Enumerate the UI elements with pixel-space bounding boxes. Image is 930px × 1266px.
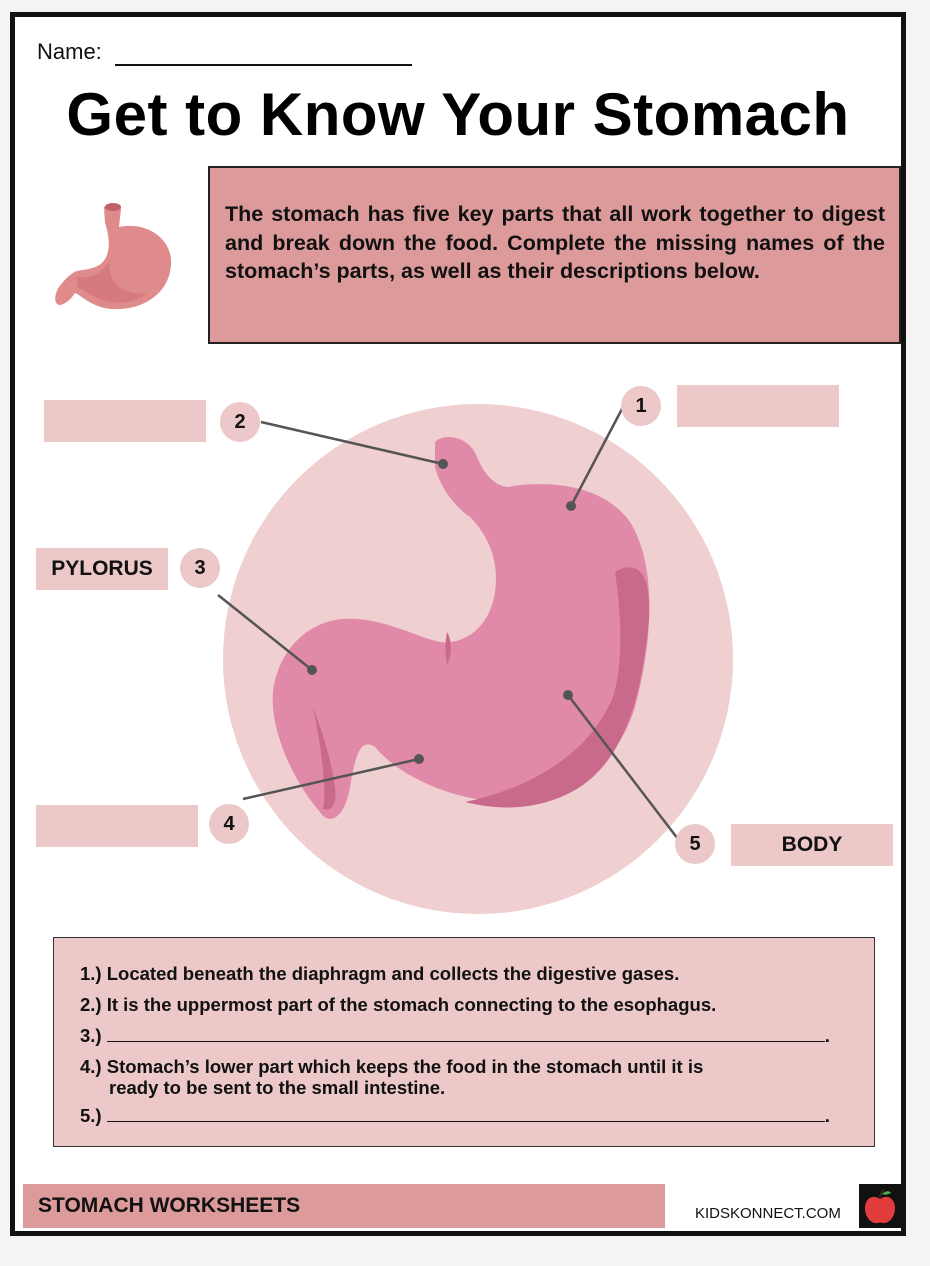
- label-box-4[interactable]: [36, 805, 198, 847]
- description-3: 3.) .: [80, 1025, 830, 1046]
- marker-4: 4: [209, 804, 249, 844]
- point-1: [566, 501, 576, 511]
- marker-3: 3: [180, 548, 220, 588]
- intro-text: The stomach has five key parts that all work together to digest and break down the food. Complete the missing names of the stomach’s parts, as well as their descriptions below.: [225, 202, 885, 283]
- site-name: KIDSKONNECT.COM: [695, 1205, 841, 1222]
- worksheet-page: [10, 12, 906, 1236]
- description-5-blank[interactable]: [107, 1103, 825, 1122]
- marker-2: 2: [220, 402, 260, 442]
- description-5: 5.) .: [80, 1105, 830, 1126]
- description-3-number: 3.): [80, 1025, 102, 1046]
- descriptions-box: [53, 937, 875, 1147]
- label-box-body: BODY: [731, 824, 893, 866]
- point-5: [563, 690, 573, 700]
- description-5-number: 5.): [80, 1105, 102, 1126]
- point-3: [307, 665, 317, 675]
- apple-logo-icon: [859, 1184, 901, 1228]
- label-box-2[interactable]: [44, 400, 206, 442]
- marker-5: 5: [675, 824, 715, 864]
- point-2: [438, 459, 448, 469]
- marker-1: 1: [621, 386, 661, 426]
- description-4: 4.) Stomach’s lower part which keeps the food in the stomach until it is: [80, 1056, 704, 1077]
- point-4: [414, 754, 424, 764]
- page-title: Get to Know Your Stomach: [66, 81, 850, 148]
- description-1: 1.) Located beneath the diaphragm and collects the digestive gases.: [80, 963, 680, 984]
- description-2: 2.) It is the uppermost part of the stomach connecting to the esophagus.: [80, 994, 717, 1015]
- label-box-1[interactable]: [677, 385, 839, 427]
- footer-series-title: STOMACH WORKSHEETS: [23, 1184, 665, 1228]
- name-label: Name:: [37, 39, 102, 64]
- description-4-continued: ready to be sent to the small intestine.: [109, 1077, 446, 1098]
- label-box-pylorus: PYLORUS: [36, 548, 168, 590]
- description-3-blank[interactable]: [107, 1023, 825, 1042]
- logo-box: [859, 1184, 901, 1228]
